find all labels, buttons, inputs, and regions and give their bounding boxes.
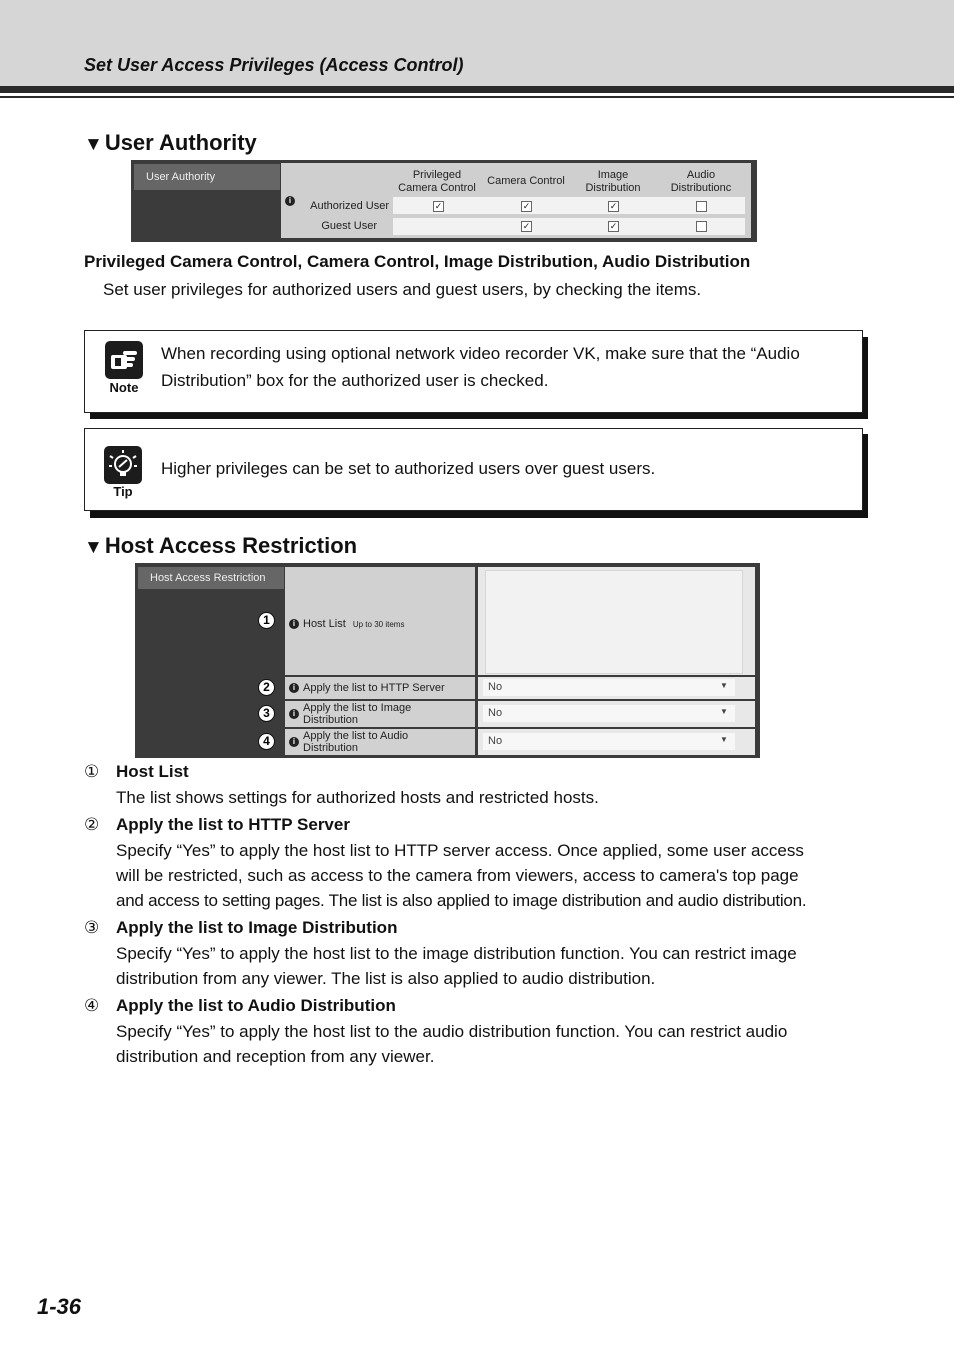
ua-row-label-guest: Guest User — [321, 220, 377, 232]
ua-col-header-privileged: Privileged Camera Control — [398, 169, 476, 194]
ha-row-image-label-text: Apply the list to Image Distribution — [303, 702, 412, 726]
user-authority-panel — [131, 160, 757, 242]
chevron-down-icon: ▼ — [720, 681, 728, 690]
tip-text: Higher privileges can be set to authorized users over guest users. — [161, 459, 656, 478]
info-icon: i — [289, 619, 299, 629]
image-distribution-select[interactable] — [483, 705, 735, 722]
note-caption: Note — [109, 380, 139, 395]
ha-row-http-value — [478, 677, 755, 699]
chevron-down-icon: ▼ — [720, 707, 728, 716]
header-rule-thin — [0, 96, 954, 98]
ha-hostlist-labelcell — [285, 567, 475, 675]
info-icon: i — [289, 683, 299, 693]
host-access-heading — [84, 533, 357, 559]
http-server-select-value: No — [488, 681, 503, 693]
ua-grid — [281, 163, 751, 238]
pointing-hand-icon — [105, 341, 143, 379]
item-number: ③ — [84, 918, 100, 937]
tip-caption: Tip — [113, 484, 133, 499]
item-number: ④ — [84, 996, 100, 1015]
host-list-textarea[interactable] — [485, 570, 743, 674]
header-rule — [0, 86, 954, 93]
ha-row-http-label-text: Apply the list to HTTP Server — [303, 682, 445, 694]
ua-col-header-camera: Camera Control — [487, 175, 565, 187]
chevron-down-icon: ▼ — [720, 735, 728, 744]
item-title: Apply the list to Audio Distribution — [116, 996, 396, 1015]
item-title: Host List — [116, 762, 189, 781]
item-number: ② — [84, 815, 100, 834]
ua-col-header-audio: Audio Distributionc — [670, 169, 732, 194]
info-icon: i — [285, 196, 295, 206]
image-distribution-select-value: No — [488, 707, 503, 719]
header-title: Set User Access Privileges (Access Control) — [84, 55, 464, 75]
checkbox-authorized-image[interactable]: ✓ — [609, 201, 618, 211]
info-icon: i — [289, 737, 299, 747]
ha-row-audio-value — [478, 729, 755, 755]
checkbox-guest-camera[interactable]: ✓ — [522, 221, 531, 231]
host-access-panel — [135, 563, 760, 758]
circled-number-1: 1 — [258, 612, 275, 629]
audio-distribution-select-value: No — [488, 735, 503, 747]
triangle-down-icon: ▼ — [84, 537, 103, 558]
ua-row-guest-cells — [393, 218, 745, 235]
checkbox-authorized-audio[interactable] — [696, 201, 707, 212]
ua-side-title: User Authority — [134, 164, 280, 190]
checkbox-authorized-privileged[interactable]: ✓ — [434, 201, 443, 211]
item-text: Specify “Yes” to apply the host list to the image distribution function. You can restrict image distribution from any viewer. The list is also applied to audio distribution. — [116, 944, 797, 988]
item-text: The list shows settings for authorized hosts and restricted hosts. — [116, 788, 599, 807]
lightbulb-icon — [104, 446, 142, 484]
ha-row-audio-label — [285, 729, 475, 755]
circled-number-2: 2 — [258, 679, 275, 696]
item-text: Specify “Yes” to apply the host list to HTTP server access. Once applied, some user access will be restricted, such as access to the camera from viewers, access to camera's top page and access to setting pages. The list is also applied to image distribution and audio distribution. — [116, 841, 807, 910]
host-access-heading-text: Host Access Restriction — [104, 533, 358, 558]
ua-row-authorized-cells — [393, 197, 745, 214]
ha-hostlist-area — [478, 567, 755, 675]
ha-row-image-label — [285, 701, 475, 727]
item-title: Apply the list to HTTP Server — [116, 815, 350, 834]
circled-number-4: 4 — [258, 733, 275, 750]
ha-hostlist-label: Host List Up to 30 items — [303, 618, 405, 630]
ua-row-label-authorized: Authorized User — [310, 200, 389, 212]
privileges-description: Set user privileges for authorized users and guest users, by checking the items. — [103, 280, 702, 299]
user-authority-heading-text: User Authority — [104, 130, 257, 155]
checkbox-authorized-camera[interactable]: ✓ — [522, 201, 531, 211]
ha-row-audio-label-text: Apply the list to Audio Distribution — [303, 730, 409, 754]
http-server-select[interactable] — [483, 679, 735, 696]
ha-side-title: Host Access Restriction — [138, 567, 284, 589]
privileges-subheading: Privileged Camera Control, Camera Control, Image Distribution, Audio Distribution — [84, 252, 751, 271]
ha-row-http-label — [285, 677, 475, 699]
item-title: Apply the list to Image Distribution — [116, 918, 398, 937]
item-number: ① — [84, 762, 100, 781]
note-text: When recording using optional network video recorder VK, make sure that the “Audio Distribution” box for the authorized user is checked. — [161, 344, 800, 390]
circled-number-3: 3 — [258, 705, 275, 722]
ha-row-image-value — [478, 701, 755, 727]
checkbox-guest-audio[interactable] — [696, 221, 707, 232]
audio-distribution-select[interactable] — [483, 733, 735, 750]
user-authority-heading — [84, 130, 257, 156]
item-text: Specify “Yes” to apply the host list to the audio distribution function. You can restrict audio distribution and reception from any viewer. — [116, 1022, 788, 1066]
page-number: 1-36 — [37, 1294, 82, 1319]
note-box — [84, 330, 863, 413]
info-icon: i — [289, 709, 299, 719]
tip-box — [84, 428, 863, 511]
triangle-down-icon: ▼ — [84, 134, 103, 155]
ua-col-header-image: Image Distribution — [585, 169, 641, 194]
checkbox-guest-image[interactable]: ✓ — [609, 221, 618, 231]
